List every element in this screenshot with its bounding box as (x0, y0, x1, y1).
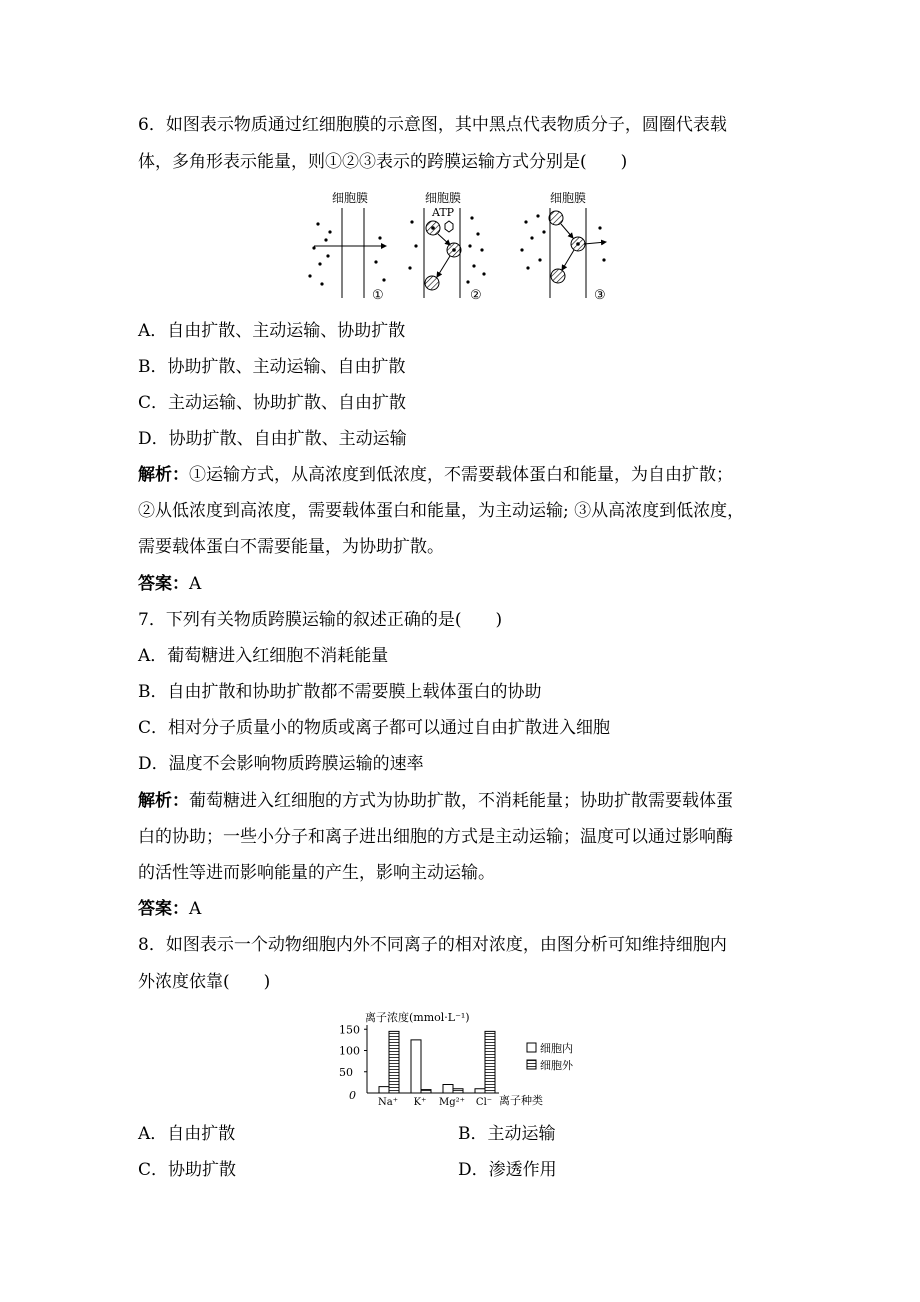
legend-label-inside: 细胞内 (540, 1042, 573, 1055)
q7-option-c: C．相对分子质量小的物质或离子都可以通过自由扩散进入细胞 (138, 718, 611, 738)
panel-3-number: ③ (594, 288, 606, 303)
panel-2-number: ② (470, 288, 482, 303)
membrane-transport-figure (300, 188, 620, 304)
bar-outside (389, 1031, 399, 1093)
bar-outside (453, 1089, 463, 1093)
legend-swatch-outside (527, 1060, 536, 1069)
y-tick-label: 100 (339, 1044, 360, 1058)
q6-answer-value: A (189, 574, 202, 594)
panel-2 (408, 191, 485, 303)
q6-analysis-line3: 需要载体蛋白不需要能量，为协助扩散。 (138, 537, 444, 557)
q7-answer-label: 答案： (138, 899, 189, 919)
bar-inside (411, 1040, 421, 1093)
q6-analysis-label: 解析： (138, 465, 189, 485)
q6-stem-line2: 体，多角形表示能量，则①②③表示的跨膜运输方式分别是( ) (138, 152, 628, 172)
q8-option-a: A．自由扩散 (138, 1124, 236, 1144)
q7-analysis-line3: 的活性等进而影响能量的产生，影响主动运输。 (138, 863, 495, 883)
panel-1 (308, 191, 386, 303)
legend-swatch-inside (527, 1043, 536, 1052)
q7-option-a: A．葡萄糖进入红细胞不消耗能量 (138, 646, 389, 666)
chart-legend (527, 1041, 574, 1072)
q6-option-b: B．协助扩散、主动运输、自由扩散 (138, 357, 406, 377)
panel-3-title: 细胞膜 (550, 191, 587, 205)
q7-analysis-line1 (138, 789, 733, 813)
q7-analysis-label: 解析： (138, 791, 189, 811)
panel-1-number: ① (372, 288, 384, 303)
q7-option-b: B．自由扩散和协助扩散都不需要膜上载体蛋白的协助 (138, 682, 542, 702)
q7-stem: 7．下列有关物质跨膜运输的叙述正确的是( ) (138, 610, 503, 630)
bar-inside (379, 1087, 389, 1093)
x-category-label: Mg²⁺ (439, 1097, 465, 1108)
panel-3 (520, 191, 606, 303)
q8-option-d: D．渗透作用 (458, 1160, 557, 1180)
bar-inside (475, 1089, 485, 1093)
q6-analysis-text1: ①运输方式，从高浓度到低浓度，不需要载体蛋白和能量，为自由扩散； (189, 465, 733, 485)
chart-xlabel: 离子种类 (499, 1094, 543, 1107)
q8-stem-line1: 8．如图表示一个动物细胞内外不同离子的相对浓度，由图分析可知维持细胞内 (138, 935, 727, 955)
q6-answer (138, 572, 201, 596)
q6-option-c: C．主动运输、协助扩散、自由扩散 (138, 393, 407, 413)
x-category-label: Cl⁻ (475, 1097, 493, 1108)
q8-option-c: C．协助扩散 (138, 1160, 237, 1180)
ion-concentration-chart (335, 1008, 595, 1112)
q6-analysis-line1 (138, 463, 733, 487)
y-tick-label: 50 (339, 1065, 353, 1079)
chart-ylabel: 离子浓度(mmol·L⁻¹) (365, 1011, 470, 1024)
x-category-label: K⁺ (413, 1097, 427, 1108)
q8-option-b: B．主动运输 (458, 1124, 556, 1144)
panel-1-title: 细胞膜 (332, 191, 369, 205)
q6-answer-label: 答案： (138, 574, 189, 594)
chart-origin: 0 (349, 1089, 356, 1102)
x-category-label: Na⁺ (378, 1097, 398, 1108)
q8-stem-line2: 外浓度依靠( ) (138, 972, 271, 992)
q6-analysis-line2: ②从低浓度到高浓度，需要载体蛋白和能量，为主动运输; ③从高浓度到低浓度， (138, 501, 745, 521)
q6-stem-line1: 6．如图表示物质通过红细胞膜的示意图，其中黑点代表物质分子，圆圈代表载 (138, 115, 727, 135)
q6-option-a: A．自由扩散、主动运输、协助扩散 (138, 321, 406, 341)
q7-option-d: D．温度不会影响物质跨膜运输的速率 (138, 754, 424, 774)
bar-outside (485, 1031, 495, 1093)
q7-answer (138, 897, 201, 921)
legend-label-outside: 细胞外 (540, 1059, 573, 1072)
q6-option-d: D．协助扩散、自由扩散、主动运输 (138, 429, 407, 449)
bar-inside (443, 1085, 453, 1094)
bar-outside (421, 1090, 431, 1093)
atp-label: ATP (432, 206, 455, 219)
panel-2-title: 细胞膜 (425, 191, 462, 205)
q7-answer-value: A (189, 899, 202, 919)
q7-analysis-line2: 白的协助；一些小分子和离子进出细胞的方式是主动运输；温度可以通过影响酶 (138, 827, 733, 847)
y-tick-label: 150 (339, 1023, 360, 1037)
q7-analysis-text1: 葡萄糖进入红细胞的方式为协助扩散，不消耗能量；协助扩散需要载体蛋 (189, 791, 733, 811)
